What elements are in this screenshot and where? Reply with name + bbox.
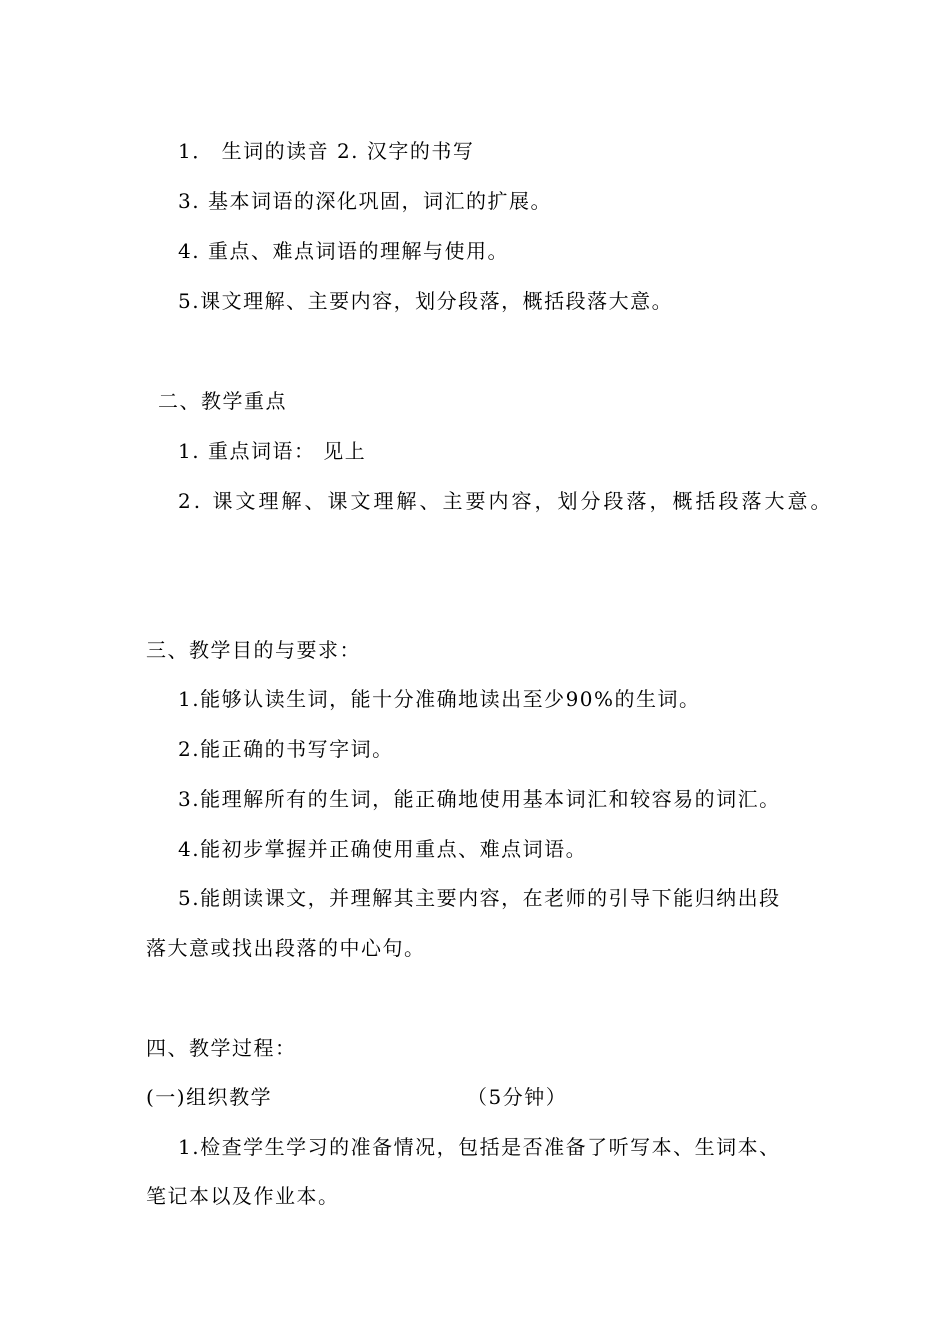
section-three-item-5: 5.能朗读课文，并理解其主要内容，在老师的引导下能归纳出段	[178, 886, 781, 910]
section-three-item-5-continued: 落大意或找出段落的中心句。	[146, 936, 426, 960]
section-one-item-4: 5.课文理解、主要内容，划分段落，概括段落大意。	[178, 289, 674, 313]
section-three-item-2: 2.能正确的书写字词。	[178, 737, 394, 761]
section-one-item-1: 1． 生词的读音 2. 汉字的书写	[178, 139, 475, 163]
section-four-heading: 四、教学过程：	[146, 1036, 297, 1060]
section-two-heading: 二、教学重点	[158, 389, 287, 413]
section-four-duration: （5分钟）	[467, 1085, 568, 1109]
section-three-heading: 三、教学目的与要求：	[146, 638, 361, 662]
section-four-item-1-continued: 笔记本以及作业本。	[146, 1184, 340, 1208]
section-four-item-1: 1.检查学生学习的准备情况，包括是否准备了听写本、生词本、	[178, 1135, 781, 1159]
section-one-item-3: 4. 重点、难点词语的理解与使用。	[178, 239, 509, 263]
section-three-item-1: 1.能够认读生词，能十分准确地读出至少90%的生词。	[178, 687, 701, 711]
section-two-item-1: 1. 重点词语： 见上	[178, 439, 367, 463]
section-two-item-2: 2. 课文理解、课文理解、主要内容，划分段落，概括段落大意。	[178, 489, 834, 513]
section-one-item-2: 3. 基本词语的深化巩固，词汇的扩展。	[178, 189, 552, 213]
section-four-subheading-row	[146, 1085, 646, 1109]
section-three-item-4: 4.能初步掌握并正确使用重点、难点词语。	[178, 837, 588, 861]
section-four-subheading: (一)组织教学	[146, 1085, 273, 1109]
section-three-item-3: 3.能理解所有的生词，能正确地使用基本词汇和较容易的词汇。	[178, 787, 781, 811]
